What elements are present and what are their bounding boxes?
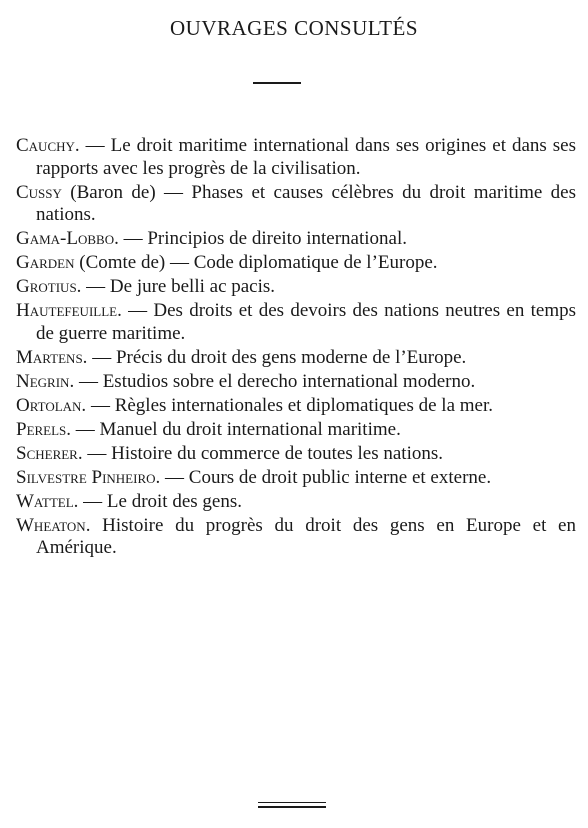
entry-author: Garden (16, 252, 75, 273)
entry-text: Histoire du progrès du droit des gens en Europe et en Amérique. (36, 514, 576, 558)
bibliography-entry (16, 371, 576, 394)
entry-text: — De jure belli ac pacis. (81, 276, 276, 297)
bibliography-entry (16, 443, 576, 466)
bibliography-list (16, 135, 576, 561)
entry-author: Wattel. (16, 490, 79, 512)
entry-text: — Principios de direito international. (118, 228, 407, 249)
bibliography-entry (16, 135, 576, 180)
entry-author: Hautefeuille. (16, 300, 122, 321)
entry-author: Ortolan. (16, 394, 87, 416)
bibliography-entry (16, 228, 576, 251)
entry-text: — Précis du droit des gens moderne de l’Europe. (87, 346, 467, 368)
page-title: OUVRAGES CONSULTÉS (169, 16, 418, 40)
bibliography-entry (16, 395, 576, 418)
entry-author: Scherer. (16, 442, 83, 464)
entry-text: — Manuel du droit international maritime. (71, 418, 401, 440)
entry-author: Wheaton. (16, 514, 91, 536)
entry-text: (Comte de) — Code diplomatique de l’Europe. (74, 252, 438, 273)
ornament-line-thick (258, 806, 326, 808)
bottom-ornament (258, 800, 326, 810)
entry-text: — Histoire du commerce de toutes les nations. (82, 442, 443, 464)
entry-author: Grotius. (16, 276, 82, 297)
entry-text: — Estudios sobre el derecho international moderno. (74, 370, 476, 392)
ornament-line-thin (258, 802, 326, 803)
bibliography-entry (16, 347, 576, 370)
bibliography-entry (16, 491, 576, 514)
entry-text: — Cours de droit public interne et externe. (160, 466, 492, 488)
entry-text: (Baron de) — Phases et causes célèbres du droit maritime des nations. (36, 181, 576, 225)
title-divider (253, 82, 301, 84)
entry-text: — Règles internationales et diplomatiques de la mer. (86, 394, 493, 416)
entry-author: Negrin. (16, 370, 75, 392)
entry-author: Martens. (16, 346, 88, 368)
bibliography-entry (16, 182, 576, 227)
entry-text: — Le droit des gens. (78, 490, 242, 512)
entry-author: Silvestre Pinheiro. (16, 466, 161, 488)
bibliography-entry (16, 467, 576, 490)
bibliography-entry (16, 300, 576, 345)
bibliography-entry (16, 515, 576, 560)
entry-author: Cussy (16, 181, 62, 203)
bibliography-entry (16, 419, 576, 442)
entry-author: Cauchy. (16, 135, 80, 156)
entry-author: Gama-Lobbo. (16, 228, 119, 249)
bibliography-entry (16, 276, 576, 299)
entry-text: — Des droits et des devoirs des nations neutres en temps de guerre maritime. (36, 300, 576, 344)
entry-author: Perels. (16, 418, 72, 440)
bibliography-entry (16, 252, 576, 275)
entry-text: — Le droit maritime international dans ses origines et dans ses rapports avec les progrès de la civilisation. (36, 135, 576, 179)
